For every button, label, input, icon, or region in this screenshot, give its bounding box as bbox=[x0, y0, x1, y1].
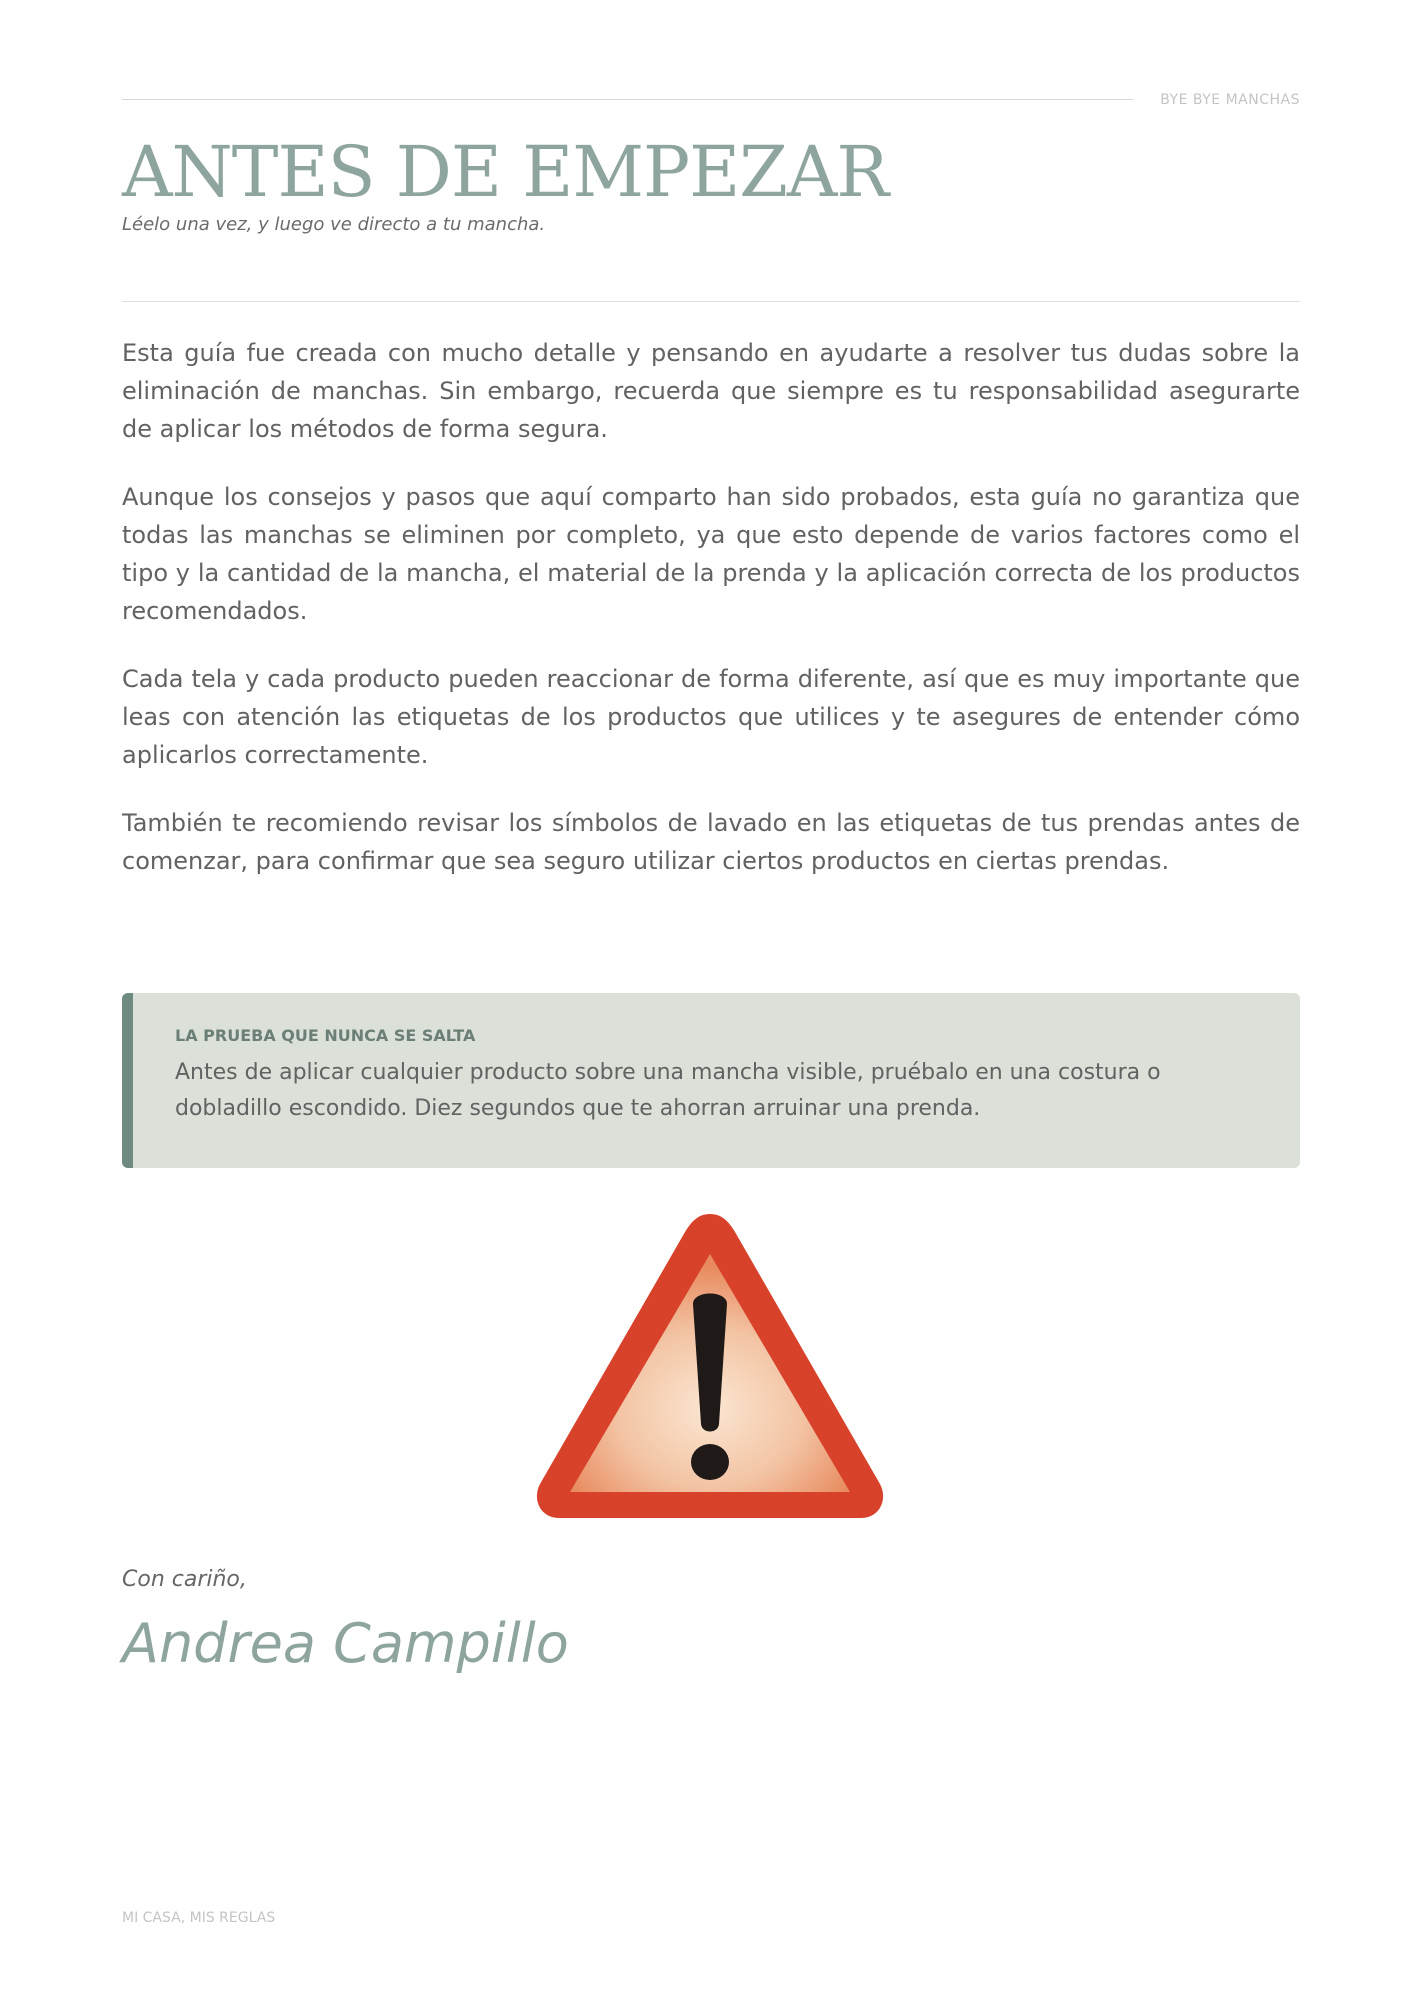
tip-accent-bar bbox=[122, 993, 133, 1168]
warning-triangle-icon bbox=[525, 1202, 895, 1530]
paragraph: Cada tela y cada producto pueden reaccionar de forma diferente, así que es muy importante que leas con atención las etiquetas de los productos que utilices y te asegures de entender cómo aplicarlos correctamente. bbox=[122, 665, 1300, 769]
closing-line: Con cariño, bbox=[122, 1567, 247, 1592]
document-page bbox=[122, 0, 1300, 2000]
footer-text: MI CASA, MIS REGLAS bbox=[122, 1910, 276, 1926]
tip-callout bbox=[122, 993, 1300, 1168]
paragraph: Aunque los consejos y pasos que aquí comparto han sido probados, esta guía no garantiza que todas las manchas se eliminen por completo, ya que esto depende de varios factores como el tipo y la cantidad de la mancha, el material de la prenda y la aplicación correcta de los productos recomendados. bbox=[122, 483, 1300, 625]
header-rule bbox=[122, 99, 1133, 100]
paragraph: Esta guía fue creada con mucho detalle y pensando en ayudarte a resolver tus dudas sobre la eliminación de manchas. Sin embargo, recuerda que siempre es tu responsabilidad asegurarte de aplicar los métodos de forma segura. bbox=[122, 339, 1300, 443]
page-subtitle: Léelo una vez, y luego ve directo a tu mancha. bbox=[122, 214, 546, 235]
section-divider bbox=[122, 301, 1300, 302]
paragraph: También te recomiendo revisar los símbolos de lavado en las etiquetas de tus prendas antes de comenzar, para confirmar que sea seguro utilizar ciertos productos en ciertas prendas. bbox=[122, 809, 1300, 875]
signature: Andrea Campillo bbox=[122, 1612, 569, 1675]
tip-text: Antes de aplicar cualquier producto sobre una mancha visible, pruébalo en una costura o dobladillo escondido. Diez segundos que te ahorran arruinar una prenda. bbox=[175, 1060, 1161, 1121]
body-text bbox=[122, 334, 1300, 910]
header-brand: BYE BYE MANCHAS bbox=[1160, 92, 1300, 108]
tip-title: LA PRUEBA QUE NUNCA SE SALTA bbox=[175, 1026, 476, 1045]
page-title: ANTES DE EMPEZAR bbox=[122, 131, 889, 213]
